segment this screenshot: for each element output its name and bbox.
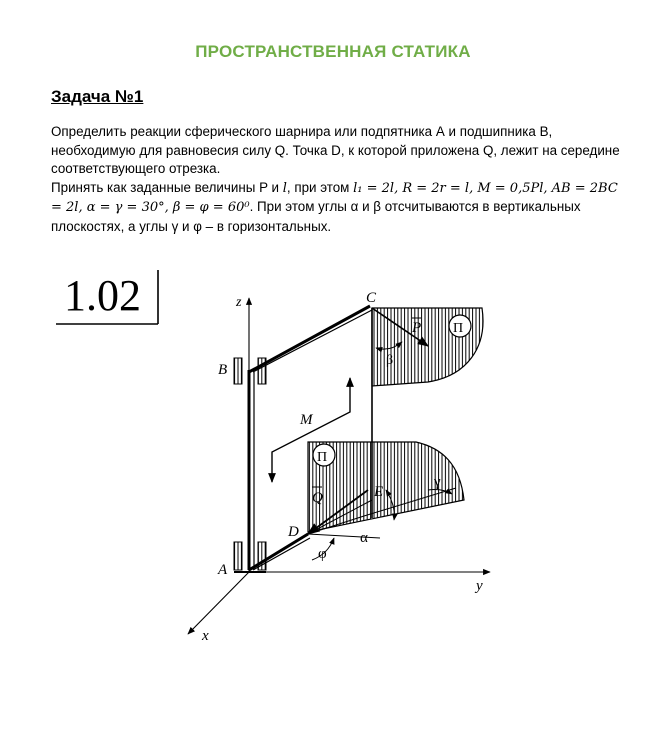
angle-beta-label: β: [386, 353, 394, 368]
bearing-B: [218, 358, 266, 384]
angle-alpha-label: α: [360, 530, 368, 546]
given-equations: l₁ = 2l, R = 2r = l, M = 0,5Pl, AB = 2BC = 2l, α = γ = 30°, β = φ = 60⁰: [51, 180, 618, 216]
x-axis-label: x: [202, 628, 209, 644]
point-D-label: D: [288, 524, 299, 540]
force-Q-label: Q: [312, 490, 323, 506]
point-A-label: A: [218, 562, 228, 578]
task-paragraph-2: [51, 179, 631, 237]
plate-bottom-label: П: [317, 450, 328, 465]
plate-top-label: П: [453, 321, 464, 336]
point-C-label: C: [366, 290, 377, 306]
point-E-label: E: [374, 484, 384, 500]
moment-M-label: M: [300, 412, 313, 428]
force-P-label: P: [412, 320, 422, 336]
z-axis-label: z: [236, 295, 242, 310]
angles-note: . При этом углы α и β отсчитываются в вертикальных плоскостях, а углы γ и φ – в горизонтальных.: [51, 199, 581, 234]
length-symbol: l: [282, 180, 287, 196]
statics-diagram: [50, 262, 510, 652]
figure-number: [56, 270, 158, 324]
point-B-label: B: [218, 362, 228, 378]
y-axis-label: y: [476, 578, 483, 594]
given-text-2: , при этом: [286, 179, 354, 195]
support-A: [217, 542, 266, 578]
task-paragraph-1: Определить реакции сферического шарнира или подпятника А и подшипника В, необходимую для равновесия силу Q. Точка D, к которой приложена Q, лежит на середине соответствующего отрезка.: [51, 124, 620, 177]
task-description: [51, 123, 631, 237]
angle-phi-label: φ: [318, 546, 327, 562]
page-title: ПРОСТРАНСТВЕННАЯ СТАТИКА: [195, 42, 471, 61]
angle-gamma-label: γ: [434, 474, 441, 490]
x-axis: [188, 572, 249, 634]
task-heading: Задача №1: [51, 87, 144, 106]
given-text: Принять как заданные величины P и: [51, 179, 283, 195]
figure-number-label: 1.02: [64, 271, 141, 320]
